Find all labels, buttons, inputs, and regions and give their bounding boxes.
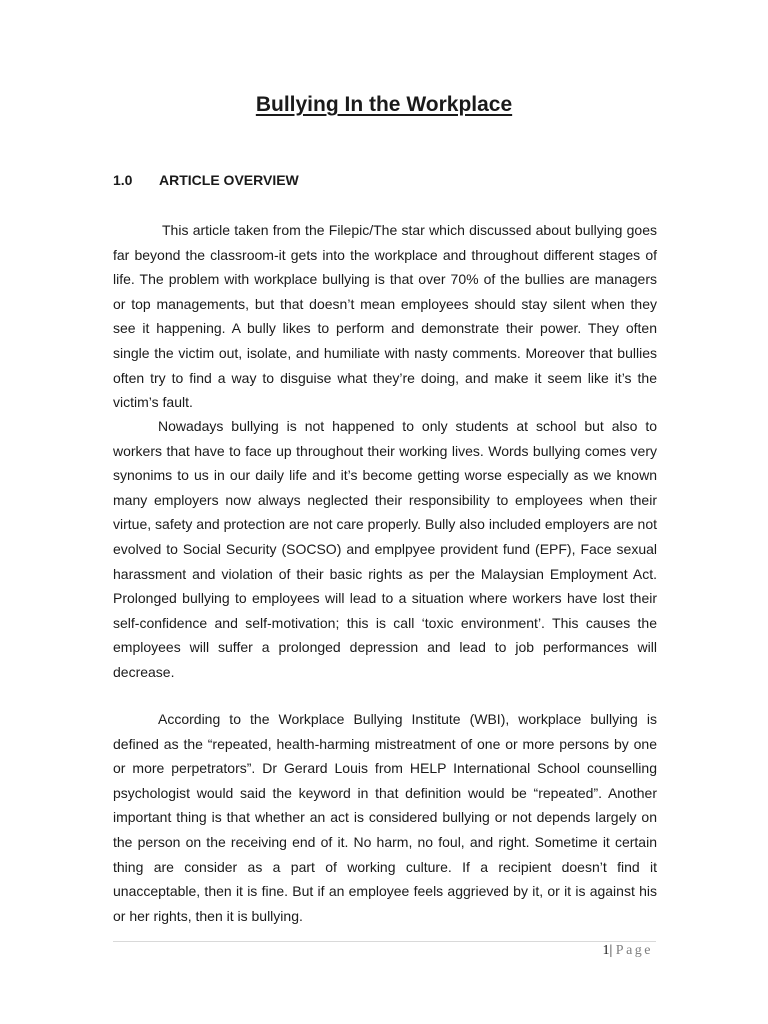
page-number: 1 (602, 943, 610, 958)
section-heading (113, 172, 299, 188)
page-footer (602, 943, 653, 959)
section-number: 1.0 (113, 172, 133, 188)
page-label: Page (615, 943, 653, 958)
document-title: Bullying In the Workplace (255, 93, 513, 116)
paragraph-article-overview: This article taken from the Filepic/The star which discussed about bullying goes far beyond the classroom-it gets into the workplace and throughout different stages of life. The problem with workplace bullying is that over 70% of the bullies are managers or top managements, but that doesn’t mean employees should stay silent when they see it happening. A bully likes to perform and demonstrate their power. They often single the victim out, isolate, and humiliate with nasty comments. Moreover that bullies often try to find a way to disguise what they’re doing, and make it seem like it’s the victim’s fault. (113, 222, 657, 411)
footer-divider (113, 941, 656, 942)
section-title: ARTICLE OVERVIEW (159, 172, 299, 188)
paragraph-wbi-definition: According to the Workplace Bullying Institute (WBI), workplace bullying is defined as the “repeated, health-harming mistreatment of one or more persons by one or more perpetrators”. Dr Gerard Louis from HELP International School counselling psychologist would said the keyword in that definition would be “repeated”. Another important thing is that whether an act is considered bullying or not depends largely on the person on the receiving end of it. No harm, no foul, and right. Sometime it certain thing are consider as a part of working culture. If a recipient doesn’t find it unacceptable, then it is fine. But if an employee feels aggrieved by it, or it is against his or her rights, then it is bullying. (113, 711, 657, 924)
paragraph-bullying-nowadays: Nowadays bullying is not happened to only students at school but also to workers that have to face up throughout their working lives. Words bullying comes very synonims to us in our daily life and it’s become getting worse especially as we known many employers now always neglected their responsibility to employees when their virtue, safety and protection are not care properly. Bully also included employers are not evolved to Social Security (SOCSO) and emplpyee provident fund (EPF), Face sexual harassment and violation of their basic rights as per the Malaysian Employment Act. Prolonged bullying to employees will lead to a situation where workers have lost their self-confidence and self-motivation; this is call ‘toxic environment’. This causes the employees will suffer a prolonged depression and lead to job performances will decrease. (113, 418, 657, 680)
page-separator: | (609, 943, 613, 958)
